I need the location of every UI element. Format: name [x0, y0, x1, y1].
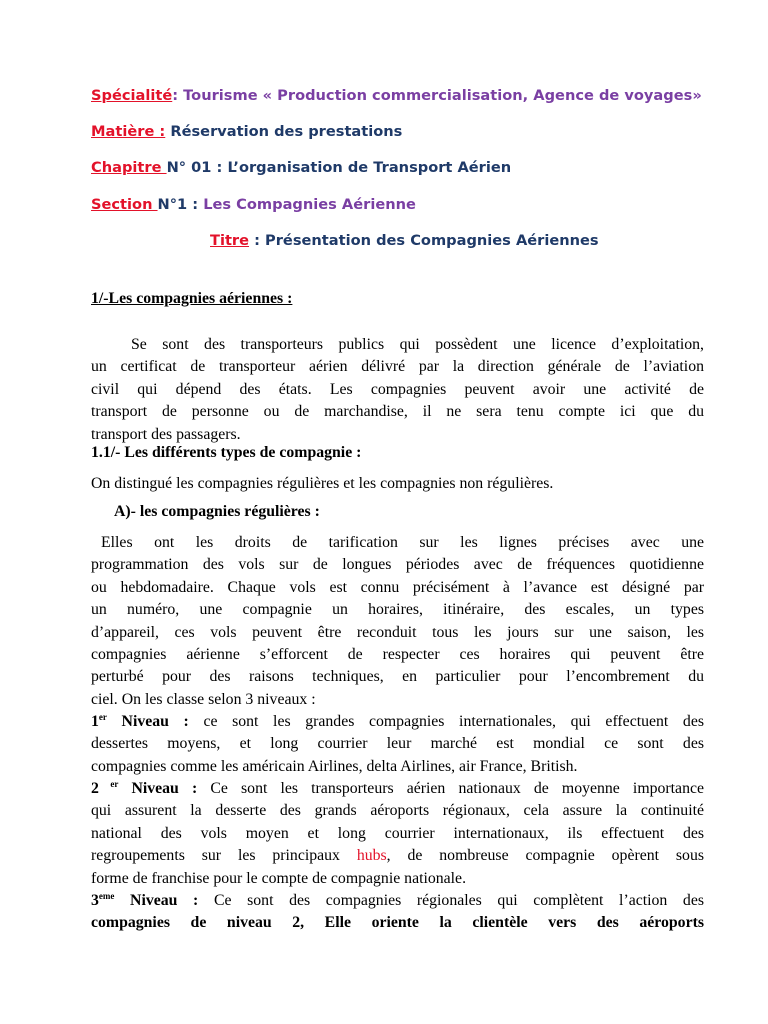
niveau-3-sup: eme: [98, 891, 115, 901]
intro-line: transport des passagers.: [91, 425, 241, 443]
niveau-3-line: compagnies de niveau 2, Elle oriente la clientèle vers des aéroports: [91, 914, 704, 932]
niveau-1-line: [91, 711, 704, 733]
niveau-2-line: [91, 778, 704, 800]
titre-label: Titre: [210, 232, 250, 249]
heading-compagnies-aeriennes: 1/-Les compagnies aériennes :: [91, 290, 293, 307]
reg-line: un numéro, une compagnie un horaires, itinéraire, des escales, un types: [91, 601, 704, 619]
intro-line: transport de personne ou de marchandise, il ne sera tenu compte ici que du: [91, 403, 704, 421]
section-line: [91, 196, 416, 213]
reg-line: perturbé pour des raisons techniques, en particulier pour l’encombrement du: [91, 668, 704, 686]
niveau-2-text-b: , de nombreuse compagnie opèrent sous: [386, 847, 704, 865]
intro-line: un certificat de transporteur aérien délivré par la direction générale de l’aviation: [91, 358, 704, 376]
niveau-2-sup: er: [98, 779, 119, 789]
intro-line: civil qui dépend des états. Les compagnies peuvent avoir une activité de: [91, 380, 704, 398]
regulieres-paragraph: [91, 532, 704, 711]
matiere-value: Réservation des prestations: [170, 123, 403, 140]
intro-paragraph: [91, 334, 704, 446]
niveau-3-text: Ce sont des compagnies régionales qui complètent l’action des: [198, 892, 704, 909]
niveau-2-line: forme de franchise pour le compte de compagnie nationale.: [91, 869, 467, 887]
niveau-2-label: Niveau :: [118, 780, 198, 797]
niveau-3-paragraph: [91, 890, 704, 935]
niveau-1-num: 1: [91, 713, 99, 730]
specialite-label: Spécialité: [91, 87, 173, 104]
titre-line: [210, 232, 599, 249]
heading-compagnies-regulieres: A)- les compagnies régulières :: [114, 503, 320, 520]
reg-line: ciel. On les classe selon 3 niveaux :: [91, 690, 316, 708]
specialite-line: [91, 87, 702, 104]
section-num: N°1 :: [157, 196, 204, 213]
niveau-3-label: Niveau :: [114, 892, 199, 909]
niveau-1-line: dessertes moyens, et long courrier leur marché est mondial ce sont des: [91, 735, 704, 753]
niveau-1-text: ce sont les grandes compagnies internationales, qui effectuent des: [188, 713, 704, 730]
niveau-3-line: [91, 890, 704, 912]
reg-line: programmation des vols sur de longues périodes avec de fréquences quotidienne: [91, 556, 704, 574]
specialite-value: : Tourisme « Production commercialisation, Agence de voyages»: [172, 87, 702, 104]
reg-line: d’appareil, ces vols peuvent être reconduit tous les jours sur une saison, les: [91, 623, 704, 641]
matiere-label: Matière :: [91, 123, 166, 140]
intro-line: Se sont des transporteurs publics qui possèdent une licence d’exploitation,: [131, 336, 704, 353]
chapitre-value: N° 01 : L’organisation de Transport Aérien: [166, 159, 512, 176]
niveau-2-line: qui assurent la desserte des grands aéroports régionaux, cela assure la continuité: [91, 802, 704, 820]
titre-value: : Présentation des Compagnies Aériennes: [249, 232, 599, 249]
reg-line: Elles ont les droits de tarification sur les lignes précises avec une: [101, 534, 704, 551]
niveau-1-sup: er: [98, 712, 107, 722]
heading-types-compagnie: 1.1/- Les différents types de compagnie :: [91, 444, 362, 461]
chapitre-label: Chapitre: [91, 159, 167, 176]
niveau-2-text: Ce sont les transporteurs aérien nationaux de moyenne importance: [197, 780, 704, 797]
niveau-2-line: national des vols moyen et long courrier internationaux, ils effectuent des: [91, 824, 704, 842]
reg-line: ou hebdomadaire. Chaque vols est connu précisément à l’avance est désigné par: [91, 578, 704, 596]
reg-line: compagnies aérienne s’efforcent de respecter ces horaires qui peuvent être: [91, 646, 704, 664]
section-label: Section: [91, 196, 158, 213]
niveau-1-label: Niveau :: [106, 713, 189, 730]
niveau-2-line: [91, 845, 704, 867]
niveau-2-num: 2: [91, 780, 99, 797]
niveau-1-paragraph: [91, 711, 704, 778]
niveau-2-paragraph: [91, 778, 704, 890]
niveau-3-num: 3: [91, 892, 99, 909]
hubs-term: hubs: [356, 847, 387, 865]
niveau-1-line: compagnies comme les américain Airlines, delta Airlines, air France, British.: [91, 757, 578, 775]
section-value: Les Compagnies Aérienne: [203, 196, 416, 213]
types-line: On distingué les compagnies régulières et les compagnies non régulières.: [91, 475, 554, 492]
matiere-line: [91, 123, 402, 140]
niveau-2-text-a: regroupements sur les principaux: [91, 847, 357, 865]
chapitre-line: [91, 159, 511, 176]
